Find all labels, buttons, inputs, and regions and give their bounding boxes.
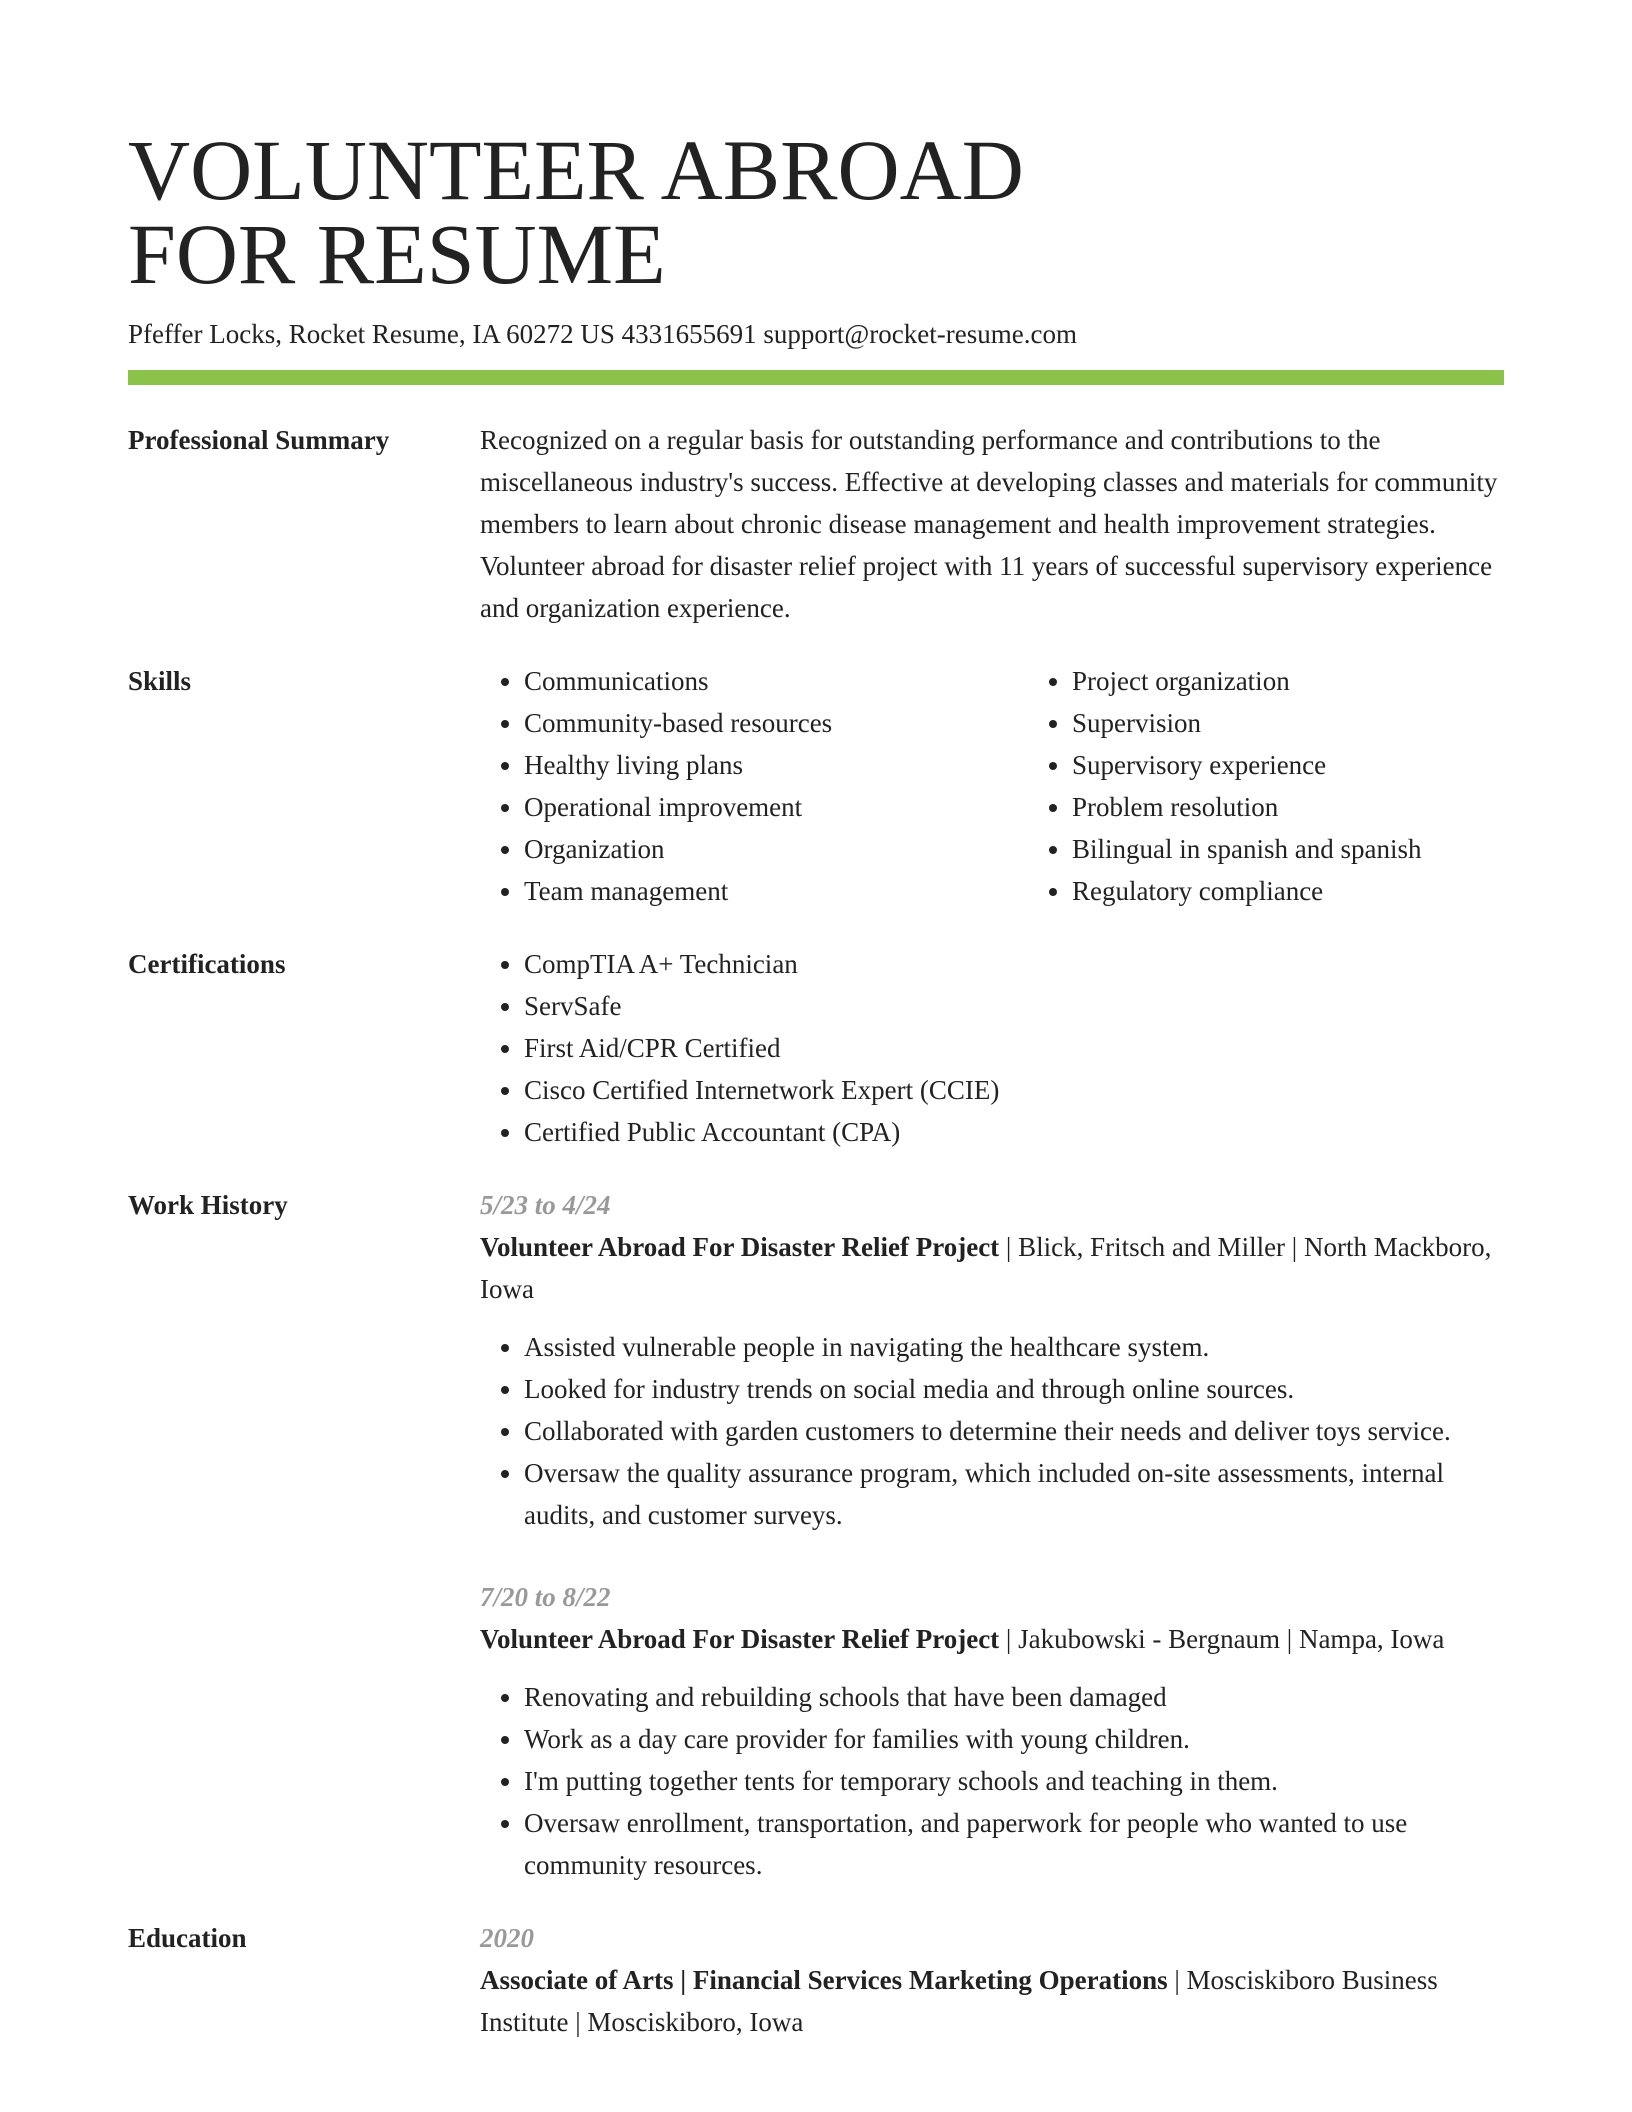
skill-item: • Bilingual in spanish and spanish (1072, 828, 1576, 870)
job-bullet: • Oversaw enrollment, transportation, and paperwork for people who wanted to use community resources. (524, 1802, 1504, 1886)
section-work-history (128, 1184, 1504, 1886)
certifications-label: Certifications (128, 949, 286, 979)
certification-item: • CompTIA A+ Technician (524, 943, 1504, 985)
work-history-content (480, 1184, 1504, 1886)
job-title: Volunteer Abroad For Disaster Relief Project (480, 1624, 1000, 1654)
skill-item: • Supervisory experience (1072, 744, 1576, 786)
job-entry (480, 1184, 1504, 1536)
skill-item: • Regulatory compliance (1072, 870, 1576, 912)
section-certifications (128, 943, 1504, 1153)
summary-label: Professional Summary (128, 425, 390, 455)
job-heading (480, 1618, 1504, 1660)
skill-item: • Communications (524, 660, 1028, 702)
job-date: 7/20 to 8/22 (480, 1582, 611, 1612)
section-summary (128, 419, 1504, 629)
skills-content (480, 660, 1504, 912)
certification-item: • Certified Public Accountant (CPA) (524, 1111, 1504, 1153)
job-bullet: • Assisted vulnerable people in navigating the healthcare system. (524, 1326, 1504, 1368)
skills-label: Skills (128, 666, 192, 696)
job-bullet: • Collaborated with garden customers to determine their needs and deliver toys service. (524, 1410, 1504, 1452)
skill-item: • Operational improvement (524, 786, 1028, 828)
skill-item: • Problem resolution (1072, 786, 1576, 828)
certification-item: • Cisco Certified Internetwork Expert (CCIE) (524, 1069, 1504, 1111)
certification-item: • ServSafe (524, 985, 1504, 1027)
job-bullet: • Looked for industry trends on social media and through online sources. (524, 1368, 1504, 1410)
education-heading (480, 1959, 1504, 2043)
skills-list-col1 (480, 660, 1028, 912)
job-bullets (480, 1676, 1504, 1886)
skill-item: • Organization (524, 828, 1028, 870)
accent-divider (128, 370, 1504, 385)
education-degree: Associate of Arts | Financial Services Marketing Operations (480, 1965, 1168, 1995)
resume-name (128, 122, 1504, 302)
job-employer: | Blick, Fritsch and Miller | North Mackboro, Iowa (480, 1232, 1492, 1304)
name-line-1: VOLUNTEER ABROAD (128, 122, 1024, 218)
job-employer: | Jakubowski - Bergnaum | Nampa, Iowa (999, 1624, 1445, 1654)
name-line-2: FOR RESUME (128, 206, 666, 302)
job-bullet: • Work as a day care provider for families with young children. (524, 1718, 1504, 1760)
job-bullets (480, 1326, 1504, 1536)
certifications-content (480, 943, 1504, 1153)
section-education (128, 1917, 1504, 2043)
education-school: | Mosciskiboro Business Institute | Mosciskiboro, Iowa (480, 1965, 1438, 2037)
job-bullet: • I'm putting together tents for temporary schools and teaching in them. (524, 1760, 1504, 1802)
job-title: Volunteer Abroad For Disaster Relief Project (480, 1232, 1000, 1262)
education-label: Education (128, 1923, 247, 1953)
work-history-label: Work History (128, 1190, 288, 1220)
section-skills (128, 660, 1504, 912)
skill-item: • Project organization (1072, 660, 1576, 702)
skill-item: • Supervision (1072, 702, 1576, 744)
certification-item: • First Aid/CPR Certified (524, 1027, 1504, 1069)
skill-item: • Team management (524, 870, 1028, 912)
job-heading (480, 1226, 1504, 1310)
summary-content (480, 419, 1504, 629)
skills-list-col2 (1028, 660, 1576, 912)
education-content (480, 1917, 1504, 2043)
job-entry (480, 1576, 1504, 1886)
skill-item: • Community-based resources (524, 702, 1028, 744)
job-bullet: • Oversaw the quality assurance program, which included on-site assessments, internal audits, and customer surveys. (524, 1452, 1504, 1536)
contact-line: Pfeffer Locks, Rocket Resume, IA 60272 US 4331655691 support@rocket-resume.com (128, 319, 1077, 349)
skill-item: • Healthy living plans (524, 744, 1028, 786)
resume-page (128, 122, 1504, 2043)
certifications-list (480, 943, 1504, 1153)
job-date: 5/23 to 4/24 (480, 1190, 611, 1220)
job-bullet: • Renovating and rebuilding schools that have been damaged (524, 1676, 1504, 1718)
education-date: 2020 (480, 1923, 534, 1953)
summary-text: Recognized on a regular basis for outstanding performance and contributions to the miscellaneous industry's success. Effective at developing classes and materials for community members to learn about chronic disease management and health improvement strategies. Volunteer abroad for disaster relief project with 11 years of successful supervisory experience and organization experience. (480, 425, 1498, 623)
